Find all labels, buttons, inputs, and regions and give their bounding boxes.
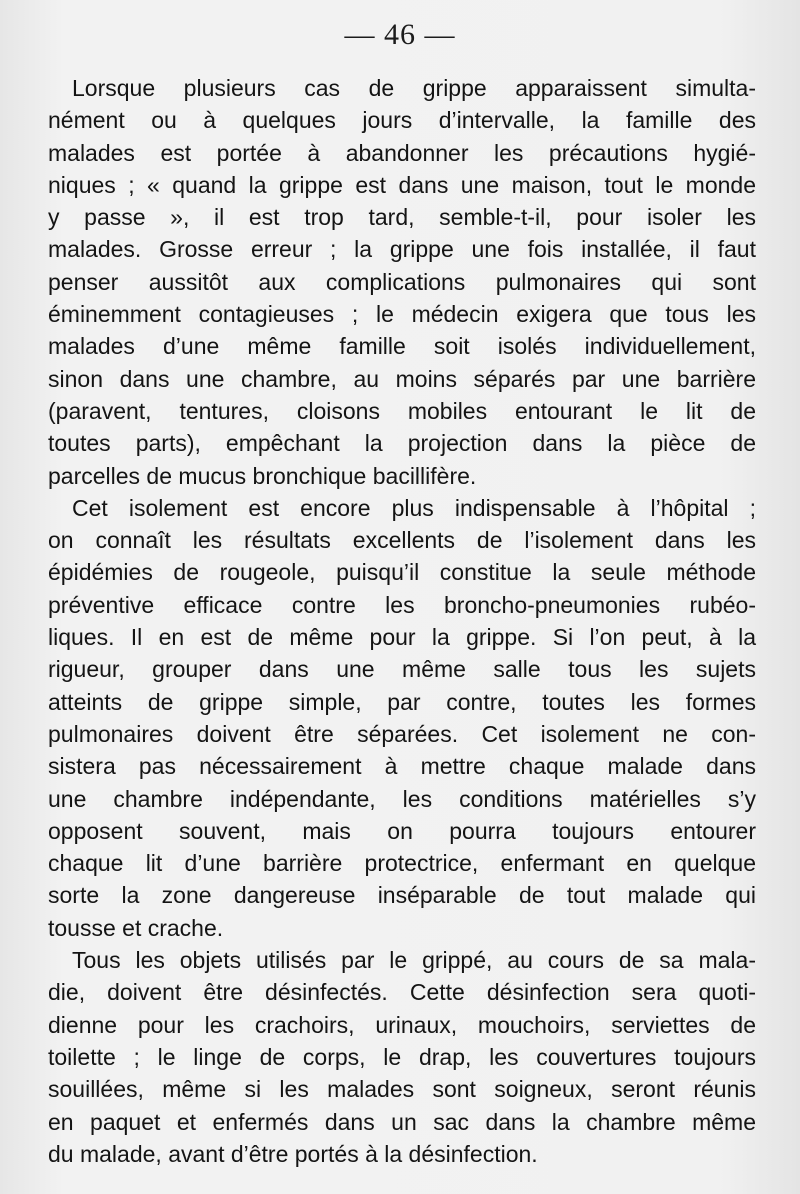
text-line: tousse et crache. <box>48 914 224 941</box>
text-line: y passe », il est trop tard, semble-t-il, pour isoler les <box>48 204 756 231</box>
text-line: chaque lit d’une barrière protectrice, enfermant en quelque <box>48 850 756 877</box>
text-line: Lorsque plusieurs cas de grippe apparaissent simulta- <box>72 75 756 101</box>
paragraph-1 <box>48 72 756 492</box>
text-line: souillées, même si les malades sont soigneux, seront réunis <box>48 1076 756 1103</box>
text-line: épidémies de rougeole, puisqu’il constitue la seule méthode <box>48 559 756 586</box>
text-line: niques ; « quand la grippe est dans une maison, tout le monde <box>48 171 756 198</box>
text-line: rigueur, grouper dans une même salle tous les sujets <box>48 656 756 683</box>
text-line: die, doivent être désinfectés. Cette désinfection sera quoti- <box>48 979 756 1006</box>
text-line: en paquet et enfermés dans un sac dans la chambre même <box>48 1108 756 1135</box>
text-line: sorte la zone dangereuse inséparable de tout malade qui <box>48 882 756 909</box>
paragraph-2 <box>48 492 756 944</box>
text-line: une chambre indépendante, les conditions matérielles s’y <box>48 785 756 812</box>
paragraph-3 <box>48 944 756 1170</box>
text-line: malades est portée à abandonner les précautions hygié- <box>48 139 756 166</box>
text-line: du malade, avant d’être portés à la désinfection. <box>48 1140 538 1167</box>
text-line: nément ou à quelques jours d’intervalle, la famille des <box>48 107 756 134</box>
text-line: éminemment contagieuses ; le médecin exigera que tous les <box>48 301 756 328</box>
text-line: Cet isolement est encore plus indispensable à l’hôpital ; <box>72 494 756 521</box>
text-line: sistera pas nécessairement à mettre chaque malade dans <box>48 753 756 780</box>
text-line: pulmonaires doivent être séparées. Cet isolement ne con- <box>48 720 756 747</box>
body-text <box>48 72 756 1170</box>
text-line: malades. Grosse erreur ; la grippe une fois installée, il faut <box>48 236 756 263</box>
text-line: liques. Il en est de même pour la grippe. Si l’on peut, à la <box>48 624 756 651</box>
text-line: opposent souvent, mais on pourra toujours entourer <box>48 817 756 844</box>
page-number: — 46 — <box>344 18 456 51</box>
text-line: Tous les objets utilisés par le grippé, au cours de sa mala- <box>72 947 756 974</box>
text-line: sinon dans une chambre, au moins séparés par une barrière <box>48 365 756 392</box>
text-line: toutes parts), empêchant la projection dans la pièce de <box>48 430 756 457</box>
text-line: préventive efficace contre les broncho-pneumonies rubéo- <box>48 591 756 618</box>
text-line: toilette ; le linge de corps, le drap, les couvertures toujours <box>48 1043 756 1070</box>
text-line: atteints de grippe simple, par contre, toutes les formes <box>48 688 756 715</box>
text-line: penser aussitôt aux complications pulmonaires qui sont <box>48 268 756 295</box>
text-line: on connaît les résultats excellents de l’isolement dans les <box>48 527 756 554</box>
text-line: parcelles de mucus bronchique bacillifère. <box>48 462 477 489</box>
text-line: malades d’une même famille soit isolés individuellement, <box>48 333 756 360</box>
text-line: (paravent, tentures, cloisons mobiles entourant le lit de <box>48 397 756 424</box>
text-line: dienne pour les crachoirs, urinaux, mouchoirs, serviettes de <box>48 1011 756 1038</box>
